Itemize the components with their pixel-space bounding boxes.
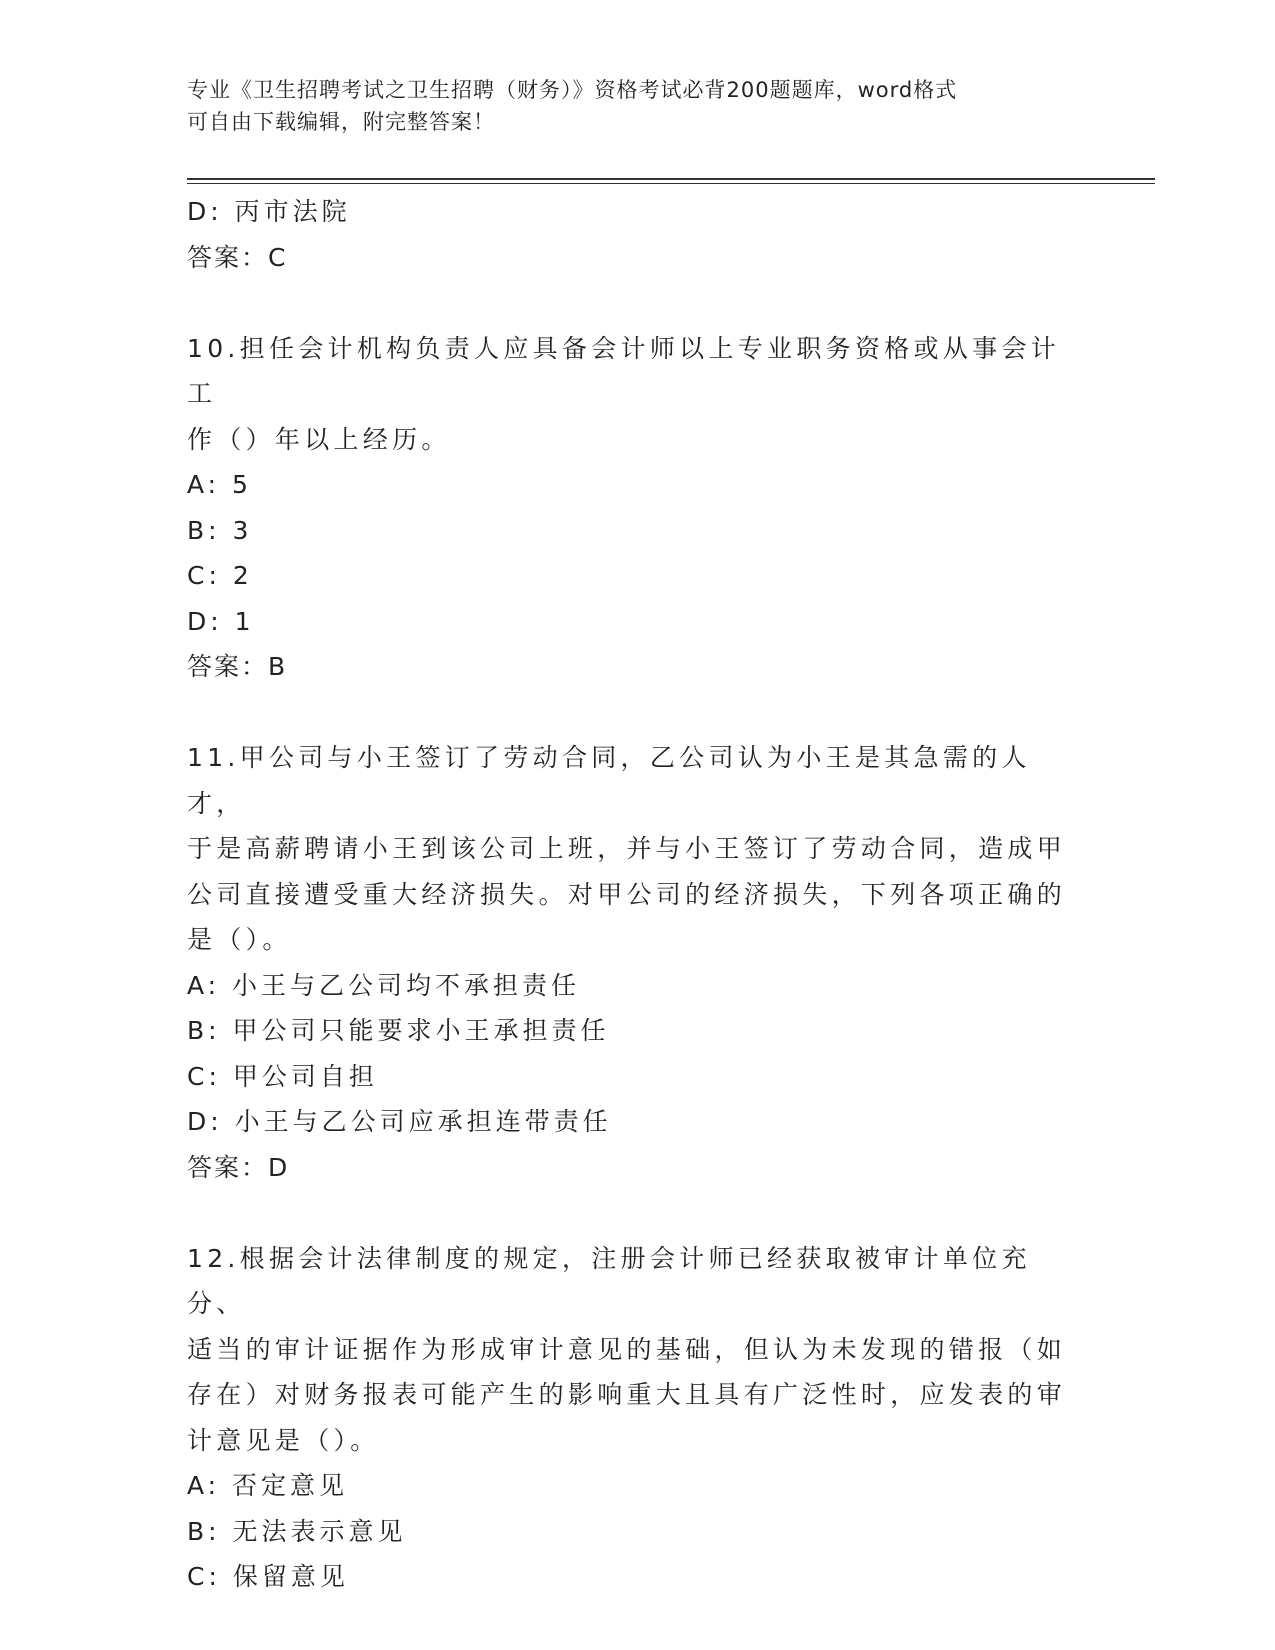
spacer — [187, 1190, 1067, 1236]
question-content — [187, 189, 1067, 1600]
answer: 答案：B — [187, 652, 288, 681]
header-rule-thin — [187, 183, 1155, 184]
prev-option-d: D: 丙市法院 — [187, 197, 351, 226]
option-d: D: 小王与乙公司应承担连带责任 — [187, 1107, 612, 1136]
header-rule-thick — [187, 178, 1155, 180]
header-title-line-1: 专业《卫生招聘考试之卫生招聘（财务）》资格考试必背200题题库，word格式 — [187, 78, 958, 102]
question-stem-line: 12.根据会计法律制度的规定，注册会计师已经获取被审计单位充分、 — [187, 1243, 1031, 1318]
answer: 答案：D — [187, 1152, 290, 1182]
option-c: C: 2 — [187, 561, 253, 590]
question-stem-line: 公司直接遭受重大经济损失。对甲公司的经济损失，下列各项正确的 — [187, 879, 1067, 909]
header-title-line-2: 可自由下载编辑，附完整答案！ — [187, 110, 495, 134]
option-b: B: 无法表示意见 — [187, 1516, 407, 1546]
question-stem-line: 计意见是（）。 — [187, 1425, 380, 1455]
question-11 — [187, 735, 1067, 1190]
option-b: B: 甲公司只能要求小王承担责任 — [187, 1016, 610, 1045]
option-b: B: 3 — [187, 515, 253, 545]
spacer — [187, 690, 1067, 736]
question-10 — [187, 326, 1067, 690]
spacer — [187, 280, 1067, 326]
option-c: C: 保留意见 — [187, 1562, 349, 1591]
option-c: C: 甲公司自担 — [187, 1061, 378, 1091]
question-stem-line: 10.担任会计机构负责人应具备会计师以上专业职务资格或从事会计工 — [187, 333, 1061, 408]
prev-answer: 答案：C — [187, 242, 288, 272]
question-stem-line: 11.甲公司与小王签订了劳动合同，乙公司认为小王是其急需的人才， — [187, 743, 1031, 818]
option-a: A: 否定意见 — [187, 1471, 349, 1500]
question-stem-line: 存在）对财务报表可能产生的影响重大且具有广泛性时，应发表的审 — [187, 1380, 1067, 1409]
question-12 — [187, 1236, 1067, 1600]
question-stem-line: 作（）年以上经历。 — [187, 424, 451, 454]
option-d: D: 1 — [187, 606, 255, 636]
question-stem-line: 是（）。 — [187, 925, 292, 954]
option-a: A: 5 — [187, 470, 252, 499]
question-stem-line: 适当的审计证据作为形成审计意见的基础，但认为未发现的错报（如 — [187, 1334, 1067, 1364]
question-stem-line: 于是高薪聘请小王到该公司上班，并与小王签订了劳动合同，造成甲 — [187, 834, 1067, 863]
page-header — [187, 74, 1067, 138]
option-a: A: 小王与乙公司均不承担责任 — [187, 970, 581, 1000]
